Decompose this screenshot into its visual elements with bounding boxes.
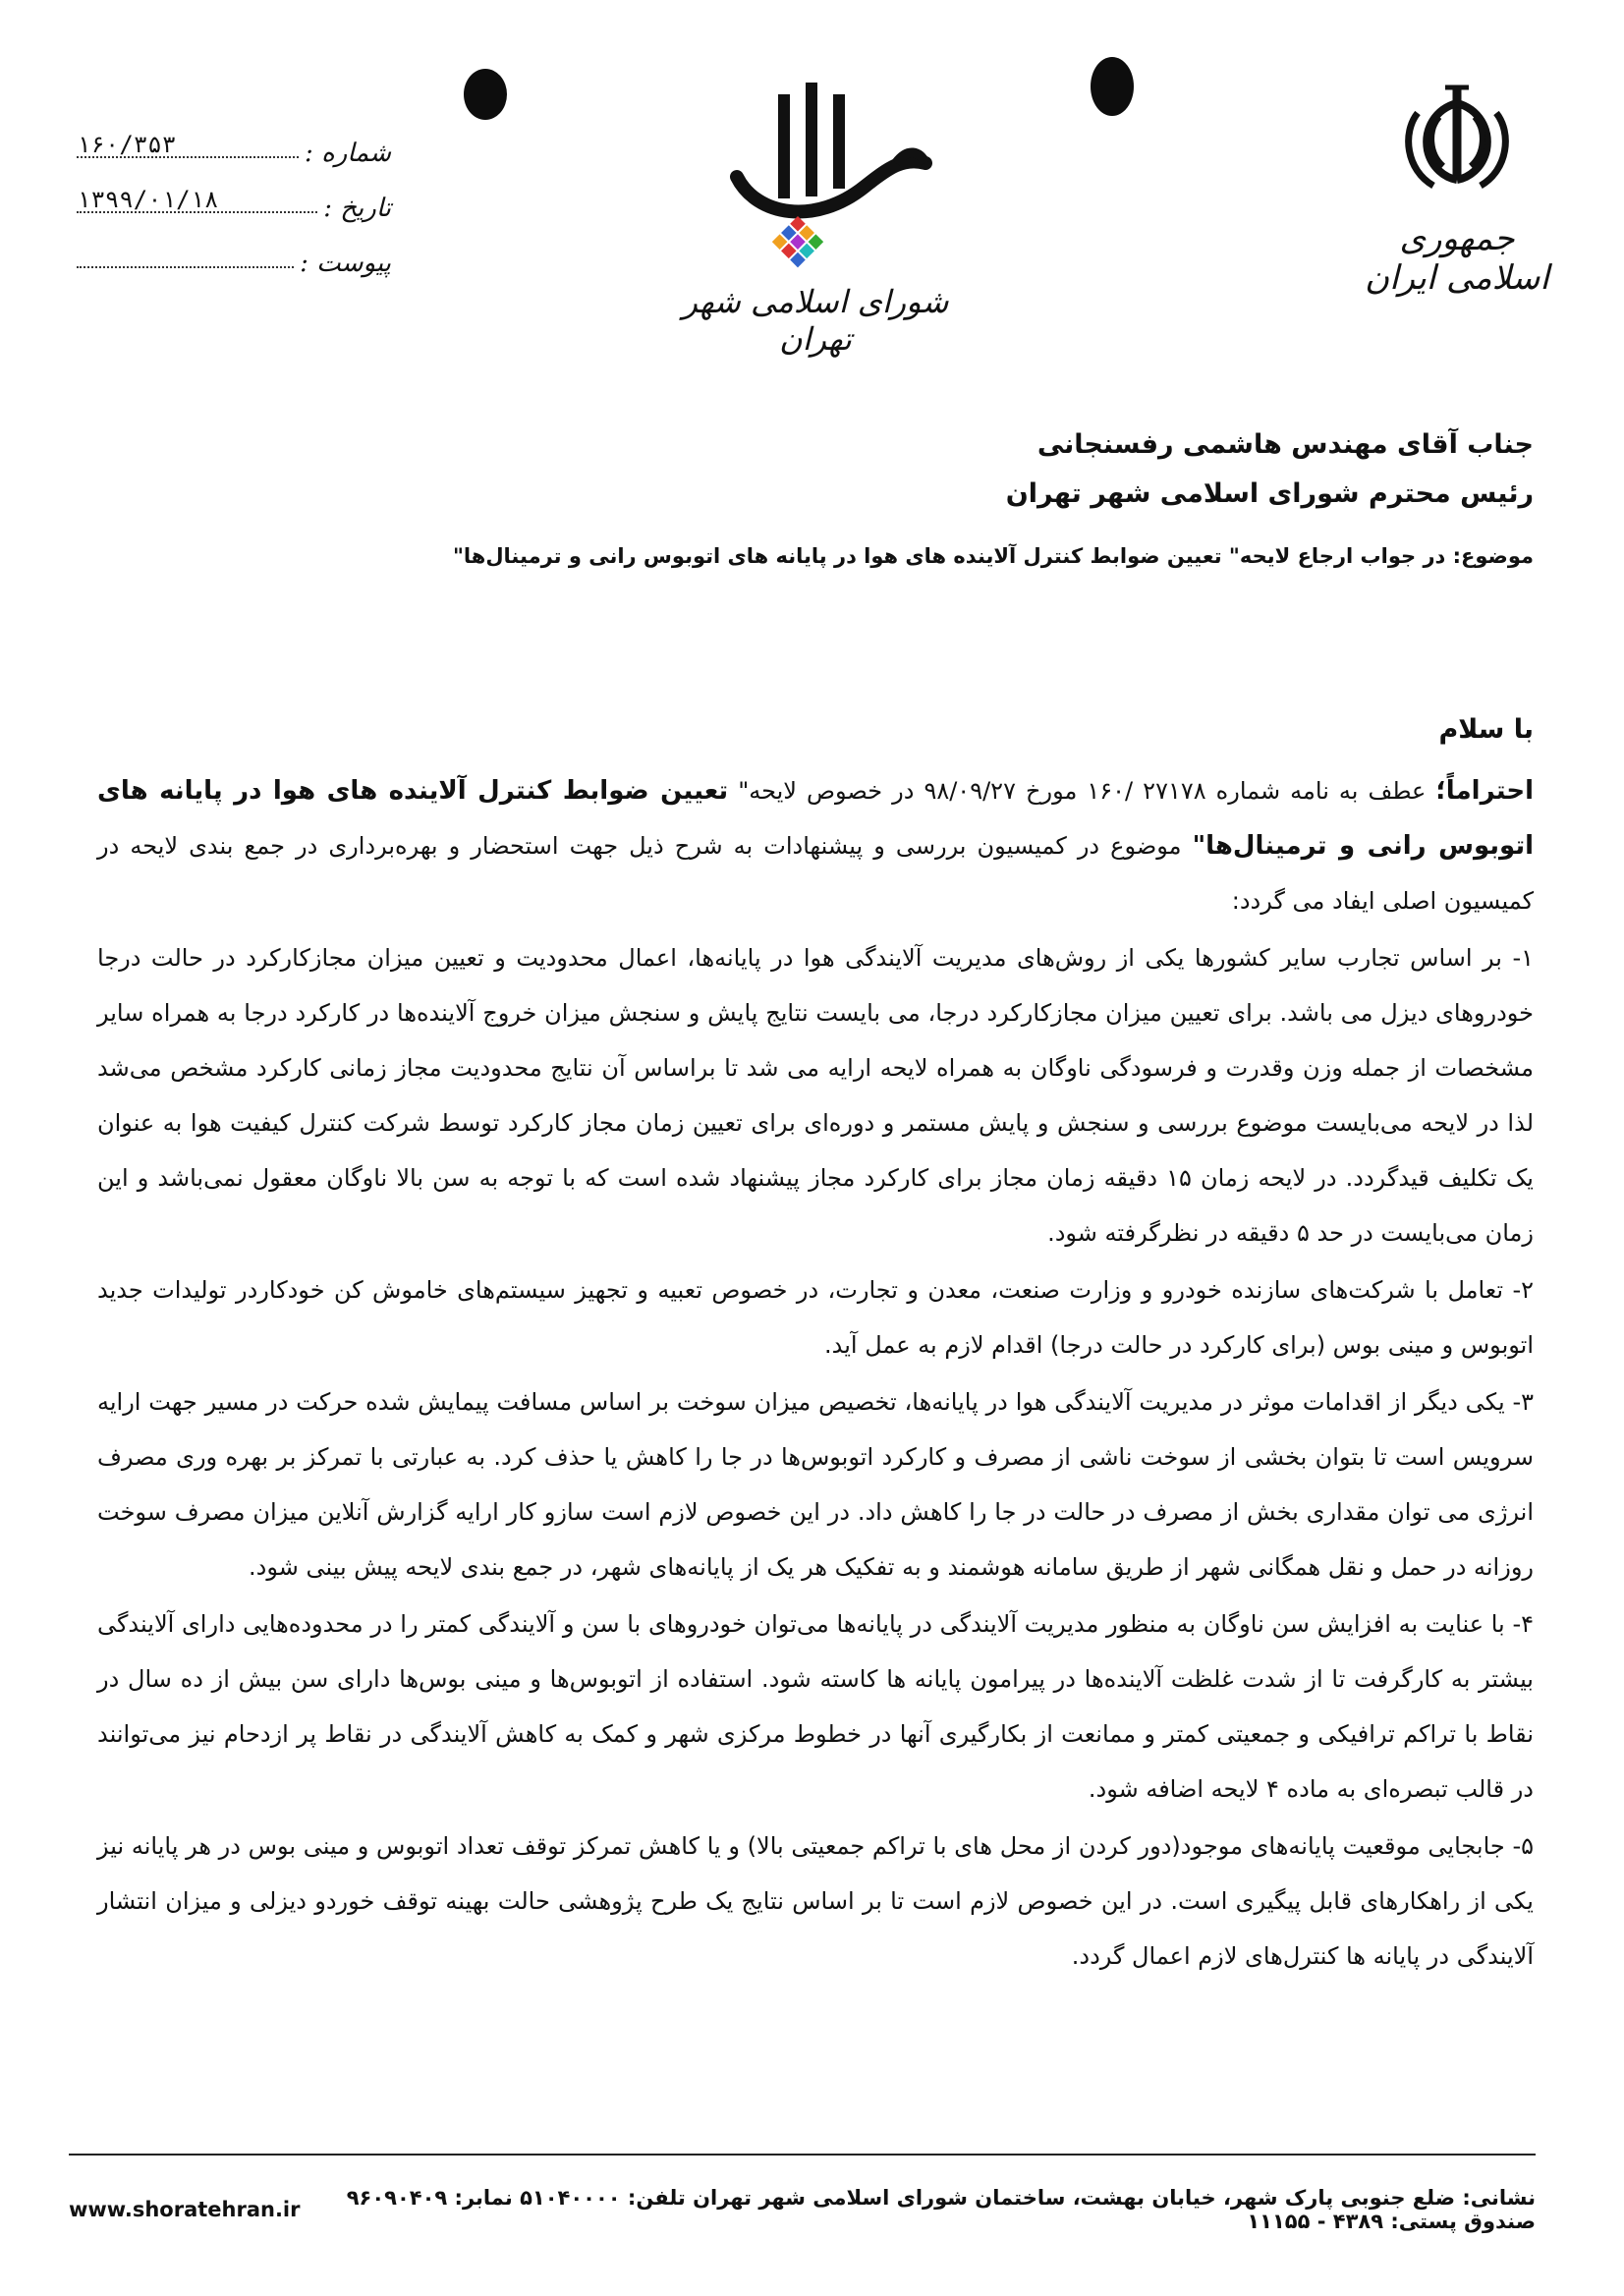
addressee-name: جناب آقای مهندس هاشمی رفسنجانی: [1036, 429, 1534, 460]
council-logo-block: [648, 69, 982, 358]
dotted-line: [77, 262, 294, 268]
letter-body: [97, 702, 1534, 1984]
list-item: ۲- تعامل با شرکت‌های سازنده خودرو و وزارت صنعت، معدن و تجارت، در خصوص تعبیه و تجهیز سیستم‌های خاموش کن خودکاردر تولیدات جدید اتوبوس و مینی بوس (برای کارکرد در حالت درجا) اقدام لازم به عمل آید.: [97, 1276, 1534, 1359]
iran-emblem-icon: [1398, 84, 1516, 199]
intro-paragraph: [97, 763, 1534, 928]
letter-meta: [77, 113, 391, 278]
footer-website[interactable]: www.shoratehran.ir: [69, 2198, 301, 2221]
attachment-label: پیوست :: [300, 249, 391, 278]
list-item: ۴- با عنایت به افزایش سن ناوگان به منظور مدیریت آلایندگی در پایانه‌ها می‌توان خودروهای با سن و آلایندگی کمتر را در محدوده‌هایی دارای آلایندگی بیشتر به کارگرفت تا از شدت غلظت آلاینده‌ها در پیرامون پایانه ها کاسته شود. استفاده از اتوبوس‌ها و مینی بوس‌ها دارای سن بیش از ده سال در نقاط با تراکم ترافیکی و جمعیتی کمتر و ممانعت از بکارگیری آنها در خطوط مرکزی شهر و کمک به کاهش آلایندگی در نقاط پر ازدحام نیز می‌توانند در قالب تبصره‌ای به ماده ۴ لایحه اضافه شود.: [97, 1610, 1534, 1803]
list-item: ۳- یکی دیگر از اقدامات موثر در مدیریت آلایندگی هوا در پایانه‌ها، تخصیص میزان سوخت بر اساس مسافت پیمایش شده حرکت در مسیر جهت ارایه سرویس است تا بتوان بخشی از سوخت ناشی از مصرف و کارکرد اتوبوس‌ها در جا را کاهش یا حذف کرد. به عبارتی با تمرکز بر بهره وری مصرف انرژی می توان مقداری بخش از مصرف در حالت در جا را کاهش داد. در این خصوص لازم است سازو کار ارایه گزارش آنلاین میزان مصرف سوخت روزانه در حمل و نقل همگانی شهر از طریق سامانه هوشمند و به تفکیک هر یک از پایانه‌های شهر، در جمع بندی لایحه پیش بینی شود.: [97, 1388, 1534, 1581]
intro-text-2: موضوع در کمیسیون بررسی و پیشنهادات به شرح ذیل جهت استحضار و بهره‌برداری در جمع بندی لایحه در کمیسیون اصلی ایفاد می گردد:: [97, 832, 1534, 915]
council-logo-icon: [668, 69, 963, 275]
intro-bill-title: تعیین ضوابط کنترل آلاینده های هوا در پایانه های اتوبوس رانی و ترمینال‌ها": [97, 776, 1534, 861]
date-value: ۱۳۹۹/۰۱/۱۸: [77, 186, 219, 213]
greeting: با سلام: [1438, 714, 1534, 745]
date-label: تاریخ :: [323, 194, 391, 223]
council-name: شورای اسلامی شهر تهران: [682, 283, 949, 358]
subject-line: موضوع: در جواب ارجاع لایحه" تعیین ضوابط کنترل آلاینده های هوا در پایانه های اتوبوس رانی و ترمینال‌ها": [452, 544, 1534, 568]
list-item: ۱- بر اساس تجارب سایر کشورها یکی از روش‌های مدیریت آلایندگی هوا در پایانه‌ها، اعمال محدودیت و تعیین میزان مجازکارکرد در حالت درجا خودروهای دیزل می باشد. برای تعیین میزان مجازکارکرد درجا، می بایست نتایج پایش و سنجش میزان خروج آلاینده‌ها در کارکرد درجا به همراه سایر مشخصات از جمله وزن وقدرت و فرسودگی ناوگان به همراه لایحه ارایه می شد تا براساس آن نتایج محدودیت مجاز زمانی کارکرد مشخص می‌شد لذا در لایحه می‌بایست موضوع بررسی و سنجش و پایش مستمر و دوره‌ای برای تعیین زمان مجاز کارکرد توسط شرکت کنترل کیفیت هوا به عنوان یک تکلیف قیدگردد. در لایحه زمان ۱۵ دقیقه زمان مجاز برای کارکرد مجاز پیشنهاد شده است که با توجه به سن بالا ناوگان معقول نمی‌باشد و این زمان می‌بایست در حد ۵ دقیقه در نظرگرفته شود.: [97, 944, 1534, 1247]
number-label: شماره :: [305, 139, 391, 168]
footer-divider: [69, 2154, 1536, 2156]
punch-hole-right: [1091, 57, 1134, 116]
meta-number-row: [77, 113, 391, 168]
country-name: جمهوری اسلامی ایران: [1365, 219, 1549, 298]
number-value: ۱۶۰/۳۵۳: [77, 131, 177, 158]
addressee-title: رئیس محترم شورای اسلامی شهر تهران: [1005, 478, 1534, 509]
footer-address: نشانی: ضلع جنوبی پارک شهر، خیابان بهشت، ساختمان شورای اسلامی شهر تهران تلفن: ۵۱۰۴۰۰۰۰ نمابر: ۹۶۰۹۰۴۰۹ صندوق پستی: ۴۳۸۹ - ۱۱۱۵۵: [346, 2186, 1536, 2233]
country-emblem-block: [1359, 84, 1555, 298]
punch-hole-left: [464, 69, 507, 120]
intro-salutation: احتراماً؛: [1435, 776, 1535, 806]
intro-text-1: عطف به نامه شماره ۲۷۱۷۸ /۱۶۰ مورخ ۹۸/۰۹/۲۷ در خصوص لایحه": [728, 777, 1436, 805]
meta-attachment-row: [77, 223, 391, 278]
addressee: [99, 420, 1534, 519]
meta-date-row: [77, 168, 391, 223]
list-item: ۵- جابجایی موقعیت پایانه‌های موجود(دور کردن از محل های با تراکم جمعیتی بالا) و یا کاهش تمرکز توقف تعداد اتوبوس و مینی بوس در هر پایانه نیز یکی از راهکارهای قابل پیگیری است. در این خصوص لازم است تا بر اساس نتایج یک طرح پژوهشی حالت بهینه توقف خوردو دیزلی و میزان انتشار آلایندگی در پایانه ها کنترل‌های لازم اعمال گردد.: [97, 1832, 1534, 1970]
footer: [69, 2186, 1536, 2233]
